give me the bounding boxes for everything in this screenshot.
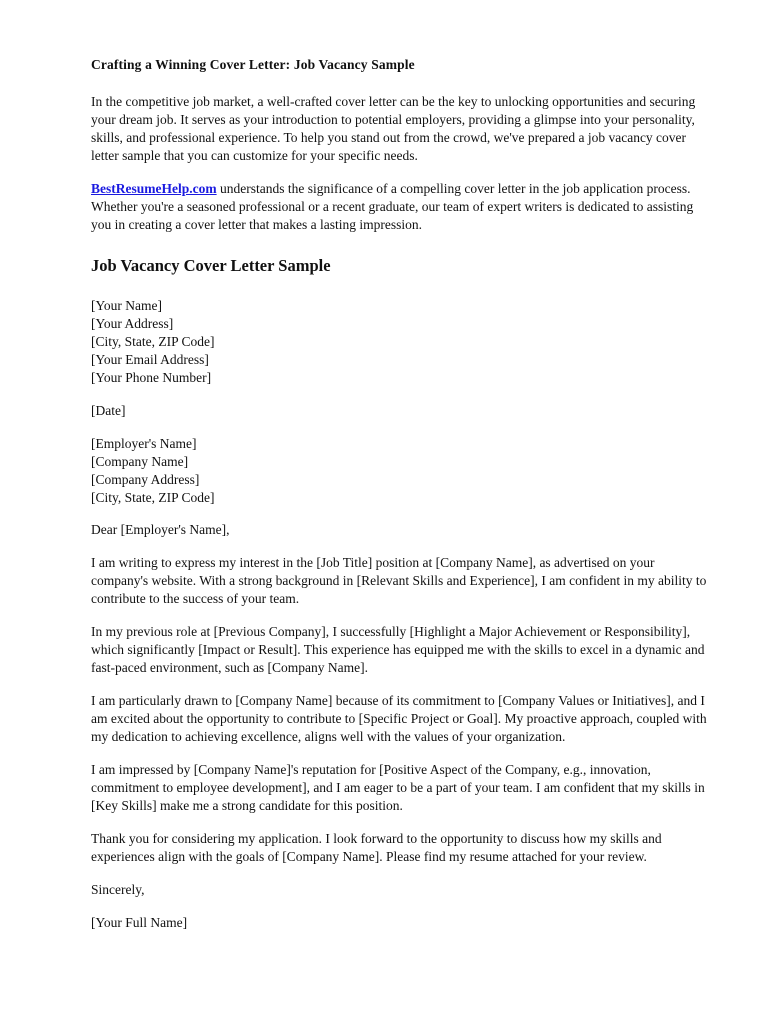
sender-address-line: [Your Address] xyxy=(91,315,174,331)
promo-text: understands the significance of a compelling cover letter in the job application process. Whether you're a seasoned professional or a recent graduate, our team of expert writers is dedicated to assisting you in creating a cover letter that makes a lasting impression. xyxy=(91,180,694,232)
recipient-address-block xyxy=(91,435,712,507)
bestresumehelp-link[interactable]: BestResumeHelp.com xyxy=(91,180,217,196)
section-heading: Job Vacancy Cover Letter Sample xyxy=(91,256,331,276)
sender-phone-line: [Your Phone Number] xyxy=(91,369,212,385)
promo-paragraph xyxy=(91,180,712,234)
recipient-company-address-line: [Company Address] xyxy=(91,471,200,487)
letter-paragraph-3: I am particularly drawn to [Company Name] because of its commitment to [Company Values or Initiatives], and I am excited about the opportunity to contribute to [Specific Project or Goal]. My proactive approach, coupled with my dedication to achieving excellence, aligns well with the values of your organization. xyxy=(91,693,707,745)
sender-address-block xyxy=(91,297,712,387)
recipient-company-line: [Company Name] xyxy=(91,453,189,469)
date-block xyxy=(91,402,712,420)
letter-paragraph-4: I am impressed by [Company Name]'s reputation for [Positive Aspect of the Company, e.g., innovation, commitment to employee development], and I am eager to be a part of your team. I am confident that my skills in [Key Skills] make me a strong candidate for this position. xyxy=(91,761,705,813)
intro-paragraph: In the competitive job market, a well-crafted cover letter can be the key to unlocking opportunities and securing your dream job. It serves as your introduction to potential employers, providing a glimpse into your personality, skills, and professional experience. To help you stand out from the crowd, we've prepared a job vacancy cover letter sample that you can customize for your specific needs. xyxy=(91,93,696,163)
signature-name: [Your Full Name] xyxy=(91,914,188,930)
sender-name-line: [Your Name] xyxy=(91,297,162,313)
letter-paragraph-5: Thank you for considering my application. I look forward to the opportunity to discuss how my skills and experiences align with the goals of [Company Name]. Please find my resume attached for your review. xyxy=(91,830,662,864)
date-line: [Date] xyxy=(91,402,126,418)
sender-city-line: [City, State, ZIP Code] xyxy=(91,333,215,349)
recipient-city-line: [City, State, ZIP Code] xyxy=(91,489,215,505)
recipient-name-line: [Employer's Name] xyxy=(91,435,197,451)
sender-email-line: [Your Email Address] xyxy=(91,351,209,367)
salutation: Dear [Employer's Name], xyxy=(91,522,230,538)
letter-paragraph-2: In my previous role at [Previous Company], I successfully [Highlight a Major Achievement or Responsibility], which significantly [Impact or Result]. This experience has equipped me with the skills to excel in a dynamic and fast-paced environment, such as [Company Name]. xyxy=(91,624,705,676)
letter-paragraph-1: I am writing to express my interest in the [Job Title] position at [Company Name], as advertised on your company's website. With a strong background in [Relevant Skills and Experience], I am confident in my ability to contribute to the success of your team. xyxy=(91,555,707,607)
closing-line: Sincerely, xyxy=(91,881,145,897)
document-content xyxy=(91,56,712,932)
document-title: Crafting a Winning Cover Letter: Job Vacancy Sample xyxy=(91,57,415,72)
